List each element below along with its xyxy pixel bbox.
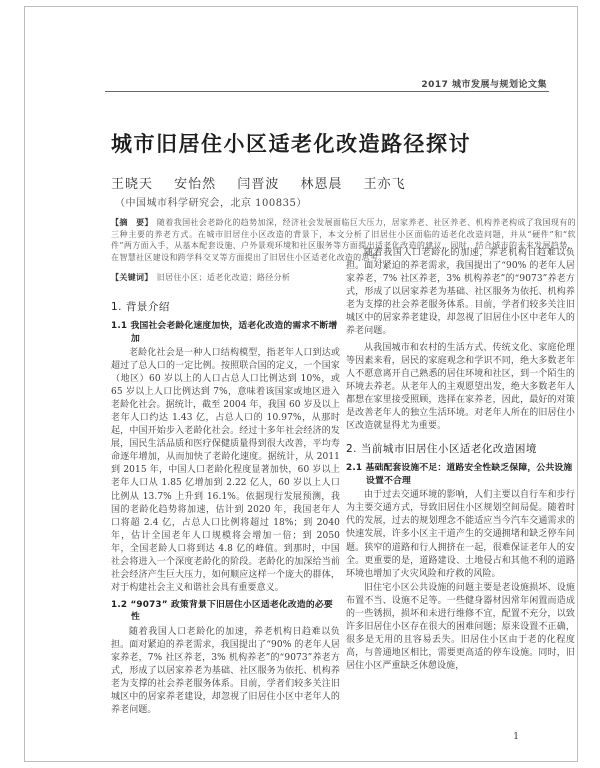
author-name: 王晓天 [111, 177, 154, 192]
running-title: 2017 城市发展与规划论文集 [421, 80, 547, 90]
subsection-heading: 1.1 我国社会老龄化速度加快，适老化改造的需求不断增加 [111, 321, 338, 344]
paragraph: 由于过去交通环境的影响，人们主要以自行车和步行为主要交通方式，导致旧居住小区规划空间局促。随着时代的发展，过去的规划理念不能适应当今汽车交通需求的快速发展，许多小区主干道产生的交通拥堵和缺乏停车问题。狭窄的道路和行人拥挤在一起，很难保证老年人的安全。更重要的是，道路建设、土地侵占和其他不利的道路环境也增加了火灾风险和疗救的风险。 [346, 490, 575, 579]
subsection-heading: 2.1 基础配套设施不足：道路安全性缺乏保障，公共设施设置不合理 [346, 463, 573, 486]
paragraph-continued [346, 248, 575, 341]
page-number: 1 [513, 732, 519, 742]
author-name: 王亦飞 [363, 177, 406, 192]
keywords-label: 【关键词】 [111, 273, 153, 282]
paragraph: 随着我国人口老龄化的加速，养老机构日趋难以负担。面对紧迫的养老需求，我国提出了“90% 的老年人居家养老，7% 社区养老，3% 机构养老”的“9073”养老方式，形成了以居家养老为基础、社区服务为依托、机构养老为支撑的社会养老服务体系。目前，学者们较多关注旧城区中的居家养老建设，却忽视了旧居住小区中老年人的养老问题。 [111, 626, 340, 716]
paragraph: 旧住宅小区公共设施的问题主要是老设施损坏、设施布置不当、设施不足等。一些健身器材因常年闲置而造成的一些锈损，损坏和未进行维修不宜，配置不充分，以致许多旧居住小区存在很大的困难问题；原来设置不正确，很多是无用的且容易丢失。旧居住小区由于老的化程度高，与普通地区相比，需要更高适的停车设施。同时，旧居住小区严重缺乏休憩设施， [346, 582, 575, 671]
abstract-label: 【摘 要】 [111, 218, 153, 227]
paper-page [24, 6, 578, 762]
affiliation: （中国城市科学研究会，北京 100835） [115, 198, 307, 209]
left-column [111, 289, 340, 716]
section-heading: 2. 当前城市旧居住小区适老化改造困境 [346, 443, 537, 456]
header-rule [105, 91, 549, 92]
author-name: 林恩晨 [300, 177, 343, 192]
author-name: 安怡然 [174, 177, 217, 192]
subsection-heading: 1.2 “9073” 政策背景下旧居住小区适老化改造的必要性 [111, 599, 333, 623]
article-title: 城市旧居住小区适老化改造路径探讨 [111, 131, 471, 156]
section-heading: 1. 背景介绍 [111, 301, 170, 313]
abstract-text: 随着我国社会老龄化的趋势加深，经济社会发展面临巨大压力，居家养老、社区养老、机构养老构成了我国现有的三种主要的养老方式。在城市旧居住小区改造的背景下，本文分析了旧居住小区面临的适老化改造问题，并从“硬件”和“软件”两方面入手，从基本配套设施、户外景观环境和社区服务等方面提出适老化改造的建议，同时，结合城市的未来发展趋势，在智慧社区建设和跨学科交叉等方面提出了旧居住小区适老化改造的思考。 [111, 218, 577, 262]
paragraph: 老龄化社会是一种人口结构模型，指老年人口到达或超过了总人口的一定比例。按照联合国的定义，一个国家（地区）60 岁以上的人口占总人口比例达到 10%，或 65 岁以上人口比例达到 7%，意味着该国家或地区进入老龄化社会。据统计，截至 2004 年，我国 60 岁及以上老年人口约达 1.43 亿，占总人口的 10.97%，从那时起，中国开始步入老龄化社会。经过十多年社会经济的发展，国民生活品质和医疗保健质量得到很大改善，平均寿命逐年增加，从而加快了老龄化速度。据统计，从 2011 到 2015 年，中国人口老龄化程度显著加快，60 岁以上老年人口从 1.85 亿增加到 2.22 亿人，60 岁以上人口比例从 13.7% 上升到 16.1%。依据现行发展预测，我国的老龄化趋势将加速，估计到 2020 年，我国老年人口将超 2.4 亿，占总人口比例将超过 18%；到 2040 年，估计全国老年人口规模将会增加一倍；到 2050 年，全国老龄人口将到达 4.8 亿的峰值。到那时，中国社会将进入一个深度老龄化的阶段。老龄化的加深给当前社会经济产生巨大压力，如何顺应这样一个庞大的群体，对于构建社会主义和谐社会具有重要意义。 [111, 348, 340, 593]
keywords-text: 旧居住小区；适老化改造；路径分析 [156, 273, 291, 282]
author-list [111, 173, 406, 192]
paragraph: 从我国城市和农村的生活方式、传统文化、家庭伦理等因素来看，居民的家庭观念和学识不同，绝大多数老年人不愿意离开自己熟悉的居住环境和社区，到一个陌生的环境去养老。从老年人的主观愿望出发，绝大多数老年人都想在家里接受照顾，选择在家养老，因此，最好的对策是改善老年人的独立生活环境。对老年人所在的旧居住小区改造就显得尤为重要。 [346, 343, 575, 432]
paragraph-continued-text: 随着我国人口老龄化的加速，养老机构日趋难以负担。面对紧迫的养老需求，我国提出了“90% 的老年人居家养老，7% 社区养老，3% 机构养老”的“9073”养老方式，形成了以居家养老为基础、社区服务为依托、机构养老为支撑的社会养老服务体系。目前，学者们较多关注旧城区中的居家养老建设，却忽视了旧居住小区中老年人的养老问题。 [346, 248, 575, 337]
author-name: 闫晋波 [237, 177, 280, 192]
right-column [346, 248, 575, 674]
